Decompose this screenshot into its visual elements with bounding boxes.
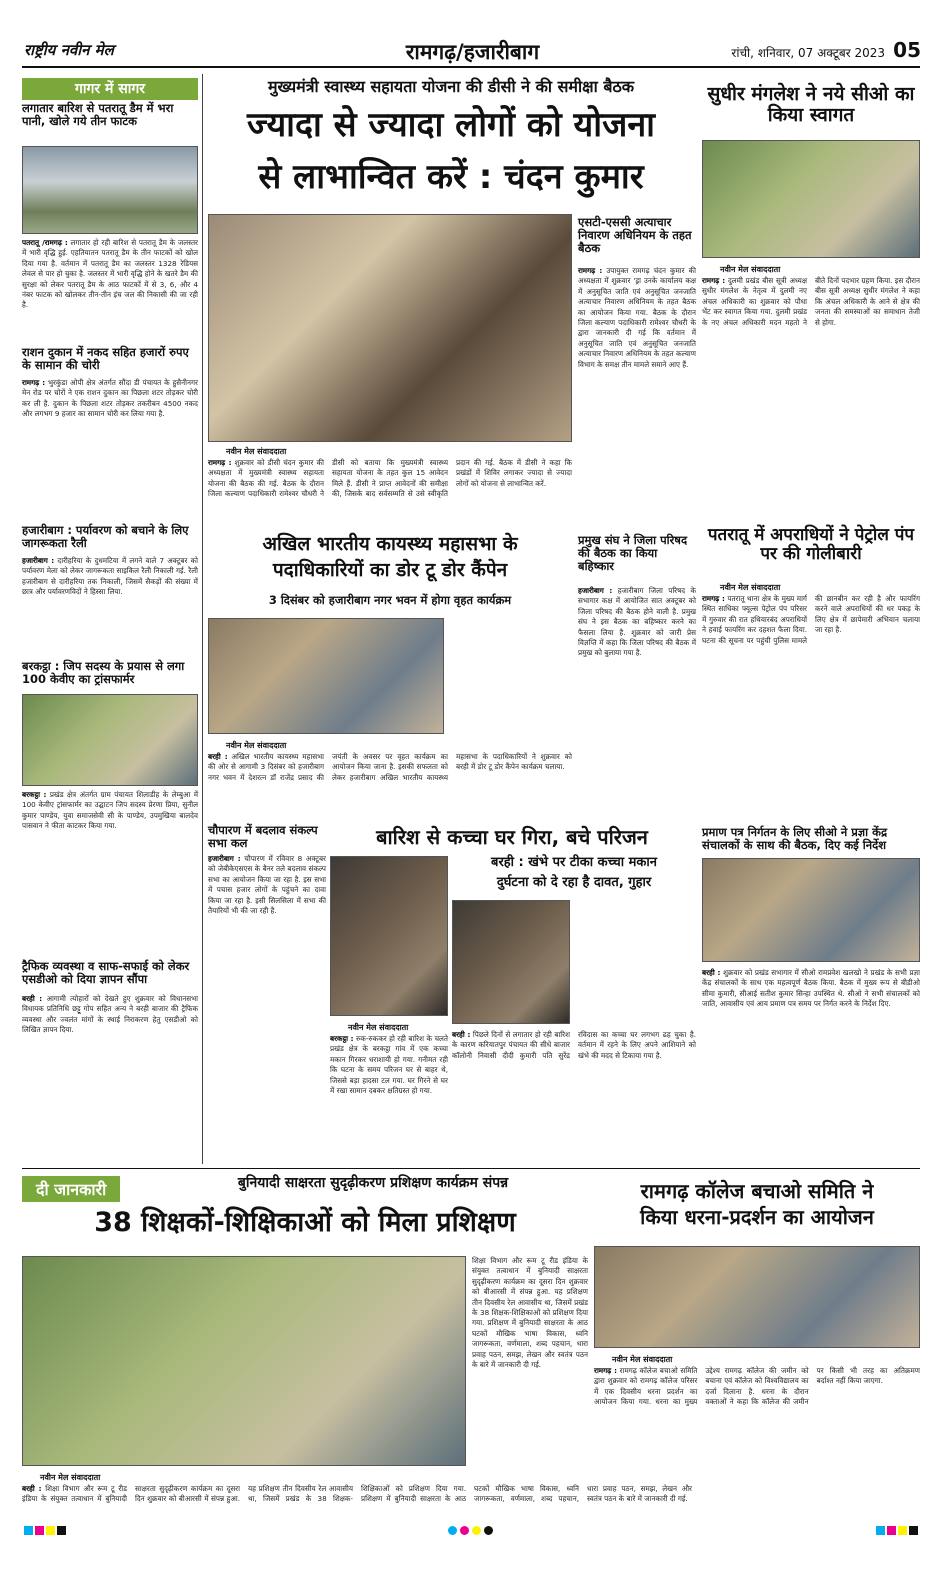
section-rule (22, 1168, 920, 1169)
main-story-kicker: मुख्यमंत्री स्वास्थ्य सहायता योजना की डीसी ने की समीक्षा बैठक (267, 77, 635, 96)
patratu-story-headline: पतरातू में अपराधियों ने पेट्रोल पंप पर की गोलीबारी (707, 525, 915, 565)
magenta-swatch (35, 1526, 44, 1535)
rain-story-headline: बारिश से कच्चा घर गिरा, बचे परिजन (376, 825, 648, 849)
college-story-byline: नवीन मेल संवाददाता (612, 1355, 673, 1364)
main-story-headline-line2: से लाभान्वित करें : चंदन कुमार (258, 157, 644, 197)
janakari-byline: नवीन मेल संवाददाता (40, 1473, 101, 1482)
patratu-story-byline: नवीन मेल संवाददाता (720, 583, 781, 592)
college-story-body: रामगढ़ : रामगढ़ कॉलेज बचाओ समिति द्वारा शुक्रवार को रामगढ़ कॉलेज परिसर में एक दिवसीय धरना प्रदर्शन का आयोजन किया गया. धरना का मुख्य उद्देश्य रामगढ़ कॉलेज की जमीन को बचाना एवं कॉलेज को विश्वविद्यालय का दर्जा दिलाना है. धरना के दौरान वक्ताओं ने कहा कि कॉलेज की जमीन पर किसी भी तरह का अतिक्रमण बर्दाश्त नहीं किया जाएगा. (594, 1366, 920, 1407)
janakari-tag: दी जानकारी (22, 1176, 120, 1202)
transformer-photo (22, 694, 198, 786)
pramukh-story-headline: प्रमुख संघ ने जिला परिषद की बैठक का किया बहिष्कार (578, 533, 688, 574)
left-story-1 (22, 102, 198, 128)
section-title: रामगढ़/हजारीबाग (405, 40, 540, 64)
cyan-swatch (24, 1526, 33, 1535)
barhi-house-headline-line2: दुर्घटना को दे रहा है दावत, गुहार (496, 875, 652, 890)
magenta-swatch-right (887, 1526, 896, 1535)
left-story-3-body: हजारीबाग : दारीहरिया के दुधमटिया में लगने वाले 7 अक्टूबर को पर्यावरण मेला को लेकर जागरूकता साइकिल रैली निकाली गई. रैली हजारीबाग से दारीहरिया तक निकाली, जिसमें सैकड़ों की संख्या में छात्र और पर्यावरणविदों ने हिस्सा लिया. (22, 556, 199, 597)
yellow-dot (472, 1526, 481, 1535)
main-story-byline: नवीन मेल संवाददाता (226, 447, 287, 456)
dam-photo (22, 146, 198, 234)
main-story-headline-line1: ज्यादा से ज्यादा लोगों को योजना (247, 105, 655, 145)
edition-date: रांची, शनिवार, 07 अक्टूबर 2023 (731, 46, 885, 60)
left-story-5-headline: ट्रैफिक व्यवस्था व साफ-सफाई को लेकर एसडीओ को दिया ज्ञापन सौंपा (22, 959, 190, 987)
janakari-photo (22, 1256, 466, 1466)
rain-story-photo (330, 856, 448, 1016)
left-story-1-headline: लगातार बारिश से पतरातू डैम में भरा पानी, खोले गये तीन फाटक (22, 101, 174, 129)
kayastha-story-subhead: 3 दिसंबर को हजारीबाग नगर भवन में होगा वृहत कार्यक्रम (268, 593, 512, 607)
black-swatch-right (909, 1526, 918, 1535)
left-story-2-headline: राशन दुकान में नकद सहित हजारों रुपए के सामान की चोरी (22, 345, 189, 373)
pramukh-story-body: हजारीबाग : हजारीबाग जिला परिषद के सभागार कक्ष में आयोजित सात अक्टूबर को जिला परिषद की बैठक होने वाली है. प्रमुख संघ ने इस बैठक का बहिष्कार करने का फैसला लिया है. शुक्रवार को जारी प्रेस विज्ञप्ति में कहा कि जिला परिषद की बैठक में प्रमुख को बुलाया गया है. (578, 586, 696, 658)
left-column-band: गागर में सागर (22, 78, 198, 100)
kayastha-story-byline: नवीन मेल संवाददाता (226, 741, 287, 750)
left-story-2-body: रामगढ़ : भुरकुंडा ओपी क्षेत्र अंतर्गत सौंदा डी पंचायत के हुसैनीनगर मेन रोड पर चोरों ने एक राशन दुकान का पिछला शटर तोड़कर चोरी कर ली है. दुकान के पिछला शटर तोड़कर तकरीबन 4500 नकद और लगभग 9 हजार का सामान चोरी कर लिया गया है. (22, 378, 198, 419)
kayastha-story-headline-line1: अखिल भारतीय कायस्थ्य महासभा के (262, 533, 518, 555)
college-story-headline-line1: रामगढ़ कॉलेज बचाओ समिति ने (640, 1179, 874, 1203)
barhi-house-headline-line1: बरही : खंभे पर टीका कच्चा मकान (491, 855, 657, 870)
left-story-4-body: बरकट्ठा : प्रखंड क्षेत्र अंतर्गत ग्राम पंचायत शिलाडीह के लेम्बुआ में 100 केवीए ट्रांसफार्मर का उद्घाटन जिप सदस्य प्रेरणा प्रिया, सुनील कुमार पाण्डेय, युवा समाजसेवी सी के पाण्डेय, उपमुखिया बालदेव पासवान ने फीता काटकर किया गया. (22, 790, 198, 831)
masthead-rule (22, 66, 920, 68)
pramanpatra-story-photo (702, 858, 920, 962)
college-story-photo (594, 1246, 920, 1348)
sudhir-story-headline: सुधीर मंगलेश ने नये सीओ का किया स्वागत (707, 83, 915, 127)
column-divider (202, 74, 203, 1164)
newspaper-logo: राष्ट्रीय नवीन मेल (24, 41, 114, 59)
print-registration-bar (24, 1522, 920, 1536)
rain-story-body: बरकट्ठा : रुक-रुककर हो रही बारिश के चलते प्रखंड क्षेत्र के बरकट्ठा गांव में एक कच्चा मकान गिरकर धराशायी हो गया. गनीमत रही कि घटना के समय परिजन घर से बाहर थे, जिससे बड़ा हादसा टल गया. घर गिरने से घर में रखा सामान दबकर क्षतिग्रस्त हो गया. (330, 1034, 448, 1096)
magenta-dot (460, 1526, 469, 1535)
left-story-1-body: पतरातू /रामगढ़ : लगातार हो रही बारिश से पतरातू डैम के जलस्तर में भारी वृद्धि हुई. एहतियातन पतरातू डैम के तीन फाटकों को खोल दिया गया है. वर्तमान में पतरातू डैम का जलस्तर 1328 रेडियस लेवल से पार हो चुका है. जलस्तर में भारी वृद्धि होने के खतरे डैम की सुरक्षा को लेकर पतरातू डैम के आठ फाटकों में से 3, 6, और 4 नंबर फाटक को खोलकर तीन-तीन इंच जल की निकासी की जा रही है. (22, 238, 198, 310)
chaupal-story-headline: चौपारण में बदलाव संकल्प सभा कल (208, 823, 318, 851)
black-dot (484, 1526, 493, 1535)
sudhir-story-body: रामगढ़ : दुलमी प्रखंड बीस सूत्री अध्यक्ष सुधीर मंगलेश के नेतृत्व में दुलमी नए अंचल अधिकारी का शुक्रवार को पौधा भेंट कर स्वागत किया गया. दुलमी प्रखंड के नए अंचल अधिकारी मदन महतो ने बीते दिनों पदभार ग्रहण किया. इस दौरान बीस सूत्री अध्यक्ष सुधीर मंगलेश ने कहा कि अंचल अधिकारी के आने से क्षेत्र की जनता की समस्याओं का समाधान तेजी से होगा. (702, 276, 920, 327)
meeting-photo (208, 214, 572, 442)
left-story-4-headline: बरकट्ठा : जिप सदस्य के प्रयास से लगा 100 केवीए का ट्रांसफार्मर (22, 659, 185, 687)
black-swatch (57, 1526, 66, 1535)
patratu-story-body: रामगढ़ : पतरातू थाना क्षेत्र के मुख्य मार्ग स्थित साधिका फ्यूल्स पेट्रोल पंप परिसर में गुरुवार की रात हथियारबंद अपराधियों ने हवाई फायरिंग कर दहशत फैला दिया. घटना की सूचना पर पहुंची पुलिस मामले की छानबीन कर रही है और फायरिंग करने वाले अपराधियों की धर पकड़ के लिए क्षेत्र में छापेमारी अभियान चलाया जा रहा है. (702, 594, 920, 645)
registration-marks-center (448, 1520, 496, 1539)
janakari-kicker: बुनियादी साक्षरता सुदृढ़ीकरण प्रशिक्षण कार्यक्रम संपन्न (237, 1175, 509, 1191)
kayastha-story-headline-line2: पदाधिकारियों का डोर टू डोर कैंपेन (272, 559, 508, 581)
pramanpatra-story-body: बरही : शुक्रवार को प्रखंड सभागार में सीओ रामप्रवेश खलखो ने प्रखंड के सभी प्रज्ञा केंद्र संचालकों के साथ एक महत्वपूर्ण बैठक किया. बैठक में मुख्य रूप से बीडीओ सीमा कुमारी, सीआई सतीश कुमार सिन्हा उपस्थित थे. सीओ ने सभी संचालकों को जाति, आवासीय एवं आय प्रमाण पत्र समय पर निर्गत करने के निर्देश दिए. (702, 968, 920, 1009)
janakari-body-side: शिक्षा विभाग और रूम टू रीड इंडिया के संयुक्त तत्वाधान में बुनियादी साक्षरता सुदृढ़ीकरण कार्यक्रम का दूसरा दिन शुक्रवार को बीआरसी में संपन्न हुआ. यह प्रशिक्षण तीन दिवसीय रेल आवासीय था, जिसमें प्रखंड के 38 शिक्षक-शिक्षिकाओं को प्रशिक्षण दिया गया. प्रशिक्षण में बुनियादी साक्षरता के आठ घटकों मौखिक भाषा विकास, ध्वनि जागरूकता, वर्णमाला, शब्द पहचान, धारा प्रवाह पठन, समझ, लेखन और स्वतंत्र पठन के बारे में जानकारी दी गई. (472, 1256, 588, 1370)
yellow-swatch (46, 1526, 55, 1535)
scst-story-body: रामगढ़ : उपायुक्त रामगढ़ चंदन कुमार की अध्यक्षता में शुक्रवार 'ड्रा उनके कार्यालय कक्ष में अनुसूचित जाति एवं अनुसूचित जनजाति अत्याचार निवारण अधिनियम के तहत बैठक का आयोजन किया गया. बैठक के दौरान जिला कल्याण पदाधिकारी रामेश्वर चौधरी के द्वारा जानकारी दी गई कि वर्तमान में अनुसूचित जाति एवं अनुसूचित जनजाति अत्याचार निवारण अधिनियम के तहत कल्याण विभाग के समक्ष तीन मामले समाने आए हैं. (578, 266, 696, 369)
college-story-headline-line2: किया धरना-प्रदर्शन का आयोजन (640, 1205, 874, 1229)
cyan-dot (448, 1526, 457, 1535)
sudhir-story-byline: नवीन मेल संवाददाता (720, 265, 781, 274)
registration-marks-right (876, 1520, 920, 1539)
registration-marks-left (24, 1520, 68, 1539)
pramanpatra-story-headline: प्रमाण पत्र निर्गतन के लिए सीओ ने प्रज्ञा केंद्र संचालकों के साथ की बैठक, दिए कई निर्देश (702, 825, 888, 853)
left-story-5-body: बरही : आगामी त्योहारों को देखते हुए शुक्रवार को विधानसभा विधायक प्रतिनिधि छट्टू गोप सहित अन्य ने बरही बाजार की ट्रैफिक व्यवस्था और ज्वलंत मांगों के स्थाई निराकरण हेतु एसडीओ को लिखित ज्ञापन दिया. (22, 994, 198, 1035)
chaupal-story-body: हजारीबाग : चौपारण में रविवार 8 अक्टूबर को जेबीकेएसएस के बैनर तले बदलाव संकल्प सभा का आयोजन किया जा रहा है. इस सभा में पचास हजार लोगों के पहुंचने का दावा किया जा रहा है. इसी सिलसिला में सभा की तैयारियों भी की जा रही है. (208, 854, 326, 916)
janakari-body-lower: बरही : शिक्षा विभाग और रूम टू रीड इंडिया के संयुक्त तत्वाधान में बुनियादी साक्षरता सुदृढ़ीकरण कार्यक्रम का दूसरा दिन शुक्रवार को बीआरसी में संपन्न हुआ. यह प्रशिक्षण तीन दिवसीय रेल आवासीय था, जिसमें प्रखंड के 38 शिक्षक-शिक्षिकाओं को प्रशिक्षण दिया गया. प्रशिक्षण में बुनियादी साक्षरता के आठ घटकों मौखिक भाषा विकास, ध्वनि जागरूकता, वर्णमाला, शब्द पहचान, धारा प्रवाह पठन, समझ, लेखन और स्वतंत्र पठन के बारे में जानकारी दी गई. (22, 1484, 692, 1504)
barhi-house-body: बरही : पिछले दिनों से लगातार हो रही बारिश के कारण करियातपुर पंचायत की सीधे बाजार कॉलोनी निवासी दीदी कुमारी पति सुरेंद्र रविदास का कच्चा घर लगभग ढह चुका है. वर्तमान में रहने के लिए अपने आशियाने को खंभे की मदद से टिकाया गया है. (452, 1030, 696, 1060)
left-story-3-headline: हजारीबाग : पर्यावरण को बचाने के लिए जागरूकता रैली (22, 523, 189, 551)
barhi-house-photo (452, 900, 570, 1024)
kayastha-story-photo (208, 618, 444, 734)
page-number: 05 (893, 38, 921, 62)
rain-story-byline: नवीन मेल संवाददाता (348, 1023, 409, 1032)
cyan-swatch-right (876, 1526, 885, 1535)
yellow-swatch-right (898, 1526, 907, 1535)
main-story-body: रामगढ़ : शुक्रवार को डीसी चंदन कुमार की अध्यक्षता में मुख्यमंत्री स्वास्थ्य सहायता योजना की बैठक की गई. बैठक के दौरान जिला कल्याण पदाधिकारी रामेश्वर चौधरी ने डीसी को बताया कि मुख्यमंत्री स्वास्थ्य सहायता योजना के तहत कुल 15 आवेदन मिले हैं. डीसी ने प्राप्त आवेदनों की समीक्षा की, जिसके बाद सर्वसम्मति से उसे स्वीकृति प्रदान की गई. बैठक में डीसी ने कहा कि प्रखंडों में शिविर लगाकर ज्यादा से ज्यादा लोगों को योजना से लाभान्वित करें. (208, 458, 572, 499)
janakari-headline: 38 शिक्षकों-शिक्षिकाओं को मिला प्रशिक्षण (94, 1207, 516, 1238)
sudhir-story-photo (702, 140, 920, 258)
scst-story-headline: एसटी-एससी अत्याचार निवारण अधिनियम के तहत बैठक (578, 215, 692, 256)
kayastha-story-body: बरही : अखिल भारतीय कायस्थ्य महासभा की ओर से आगामी 3 दिसंबर को हजारीबाग नगर भवन में देशरत्न डॉ राजेंद्र प्रसाद की जयंती के अवसर पर वृहत कार्यक्रम का आयोजन किया जाना है. इसकी सफलता को लेकर हजारीबाग अखिल भारतीय कायस्थ्य महासभा के पदाधिकारियों ने शुक्रवार को बरही में डोर टू डोर कैंपेन कार्यक्रम चलाया. (208, 752, 572, 782)
